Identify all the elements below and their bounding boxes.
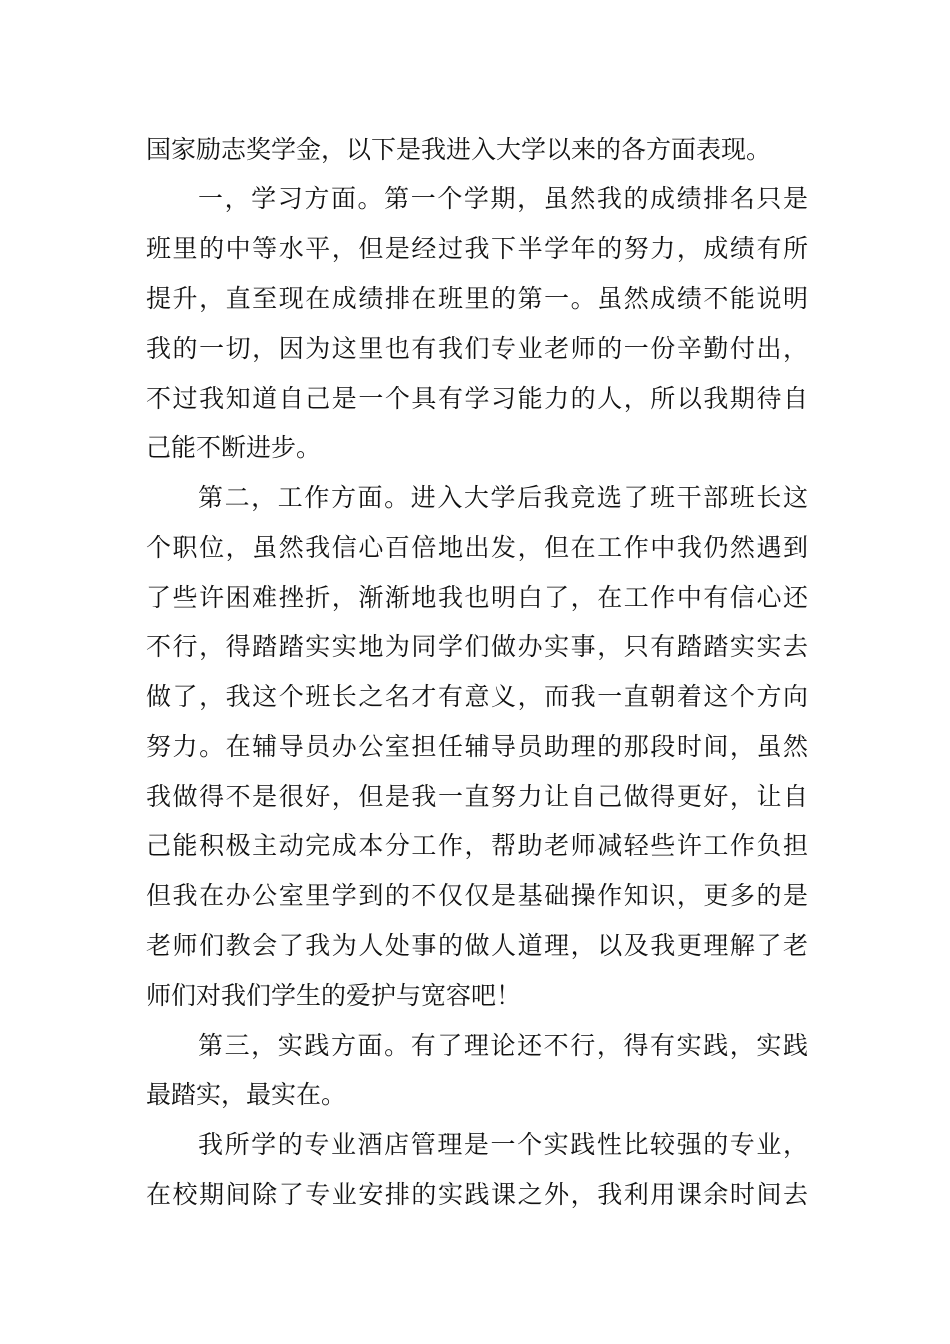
text-line: 己能不断进步。 — [146, 433, 322, 462]
text-line: 做了，我这个班长之名才有意义，而我一直朝着这个方向 — [146, 682, 808, 711]
text-line: 但我在办公室里学到的不仅仅是基础操作知识，更多的是 — [146, 881, 808, 910]
text-line: 我的一切，因为这里也有我们专业老师的一份辛勤付出， — [146, 334, 808, 363]
text-line: 师们对我们学生的爱护与宽容吧！ — [146, 981, 522, 1010]
text-line: 己能积极主动完成本分工作，帮助老师减轻些许工作负担 — [146, 831, 808, 860]
text-line: 不行，得踏踏实实地为同学们做办实事，只有踏踏实实去 — [146, 632, 808, 661]
text-line: 我做得不是很好，但是我一直努力让自己做得更好，让自 — [146, 782, 808, 811]
text-line: 老师们教会了我为人处事的做人道理，以及我更理解了老 — [146, 931, 808, 960]
text-line: 最踏实，最实在。 — [146, 1080, 347, 1109]
paragraph-start-line: 第三，实践方面。有了理论还不行，得有实践，实践 — [198, 1031, 808, 1060]
paragraph-start-line: 我所学的专业酒店管理是一个实践性比较强的专业， — [198, 1130, 808, 1159]
paragraph-start-line: 一，学习方面。第一个学期，虽然我的成绩排名只是 — [198, 184, 808, 213]
paragraph-start-line: 第二，工作方面。进入大学后我竞选了班干部班长这 — [198, 483, 808, 512]
text-line: 提升，直至现在成绩排在班里的第一。虽然成绩不能说明 — [146, 284, 808, 313]
text-line: 在校期间除了专业安排的实践课之外，我利用课余时间去 — [146, 1180, 808, 1209]
text-line: 了些许困难挫折，渐渐地我也明白了，在工作中有信心还 — [146, 583, 808, 612]
text-line: 国家励志奖学金，以下是我进入大学以来的各方面表现。 — [146, 135, 772, 164]
text-line: 班里的中等水平，但是经过我下半学年的努力，成绩有所 — [146, 234, 808, 263]
text-line: 不过我知道自己是一个具有学习能力的人，所以我期待自 — [146, 384, 808, 413]
text-line: 努力。在辅导员办公室担任辅导员助理的那段时间，虽然 — [146, 732, 808, 761]
text-line: 个职位，虽然我信心百倍地出发，但在工作中我仍然遇到 — [146, 533, 808, 562]
